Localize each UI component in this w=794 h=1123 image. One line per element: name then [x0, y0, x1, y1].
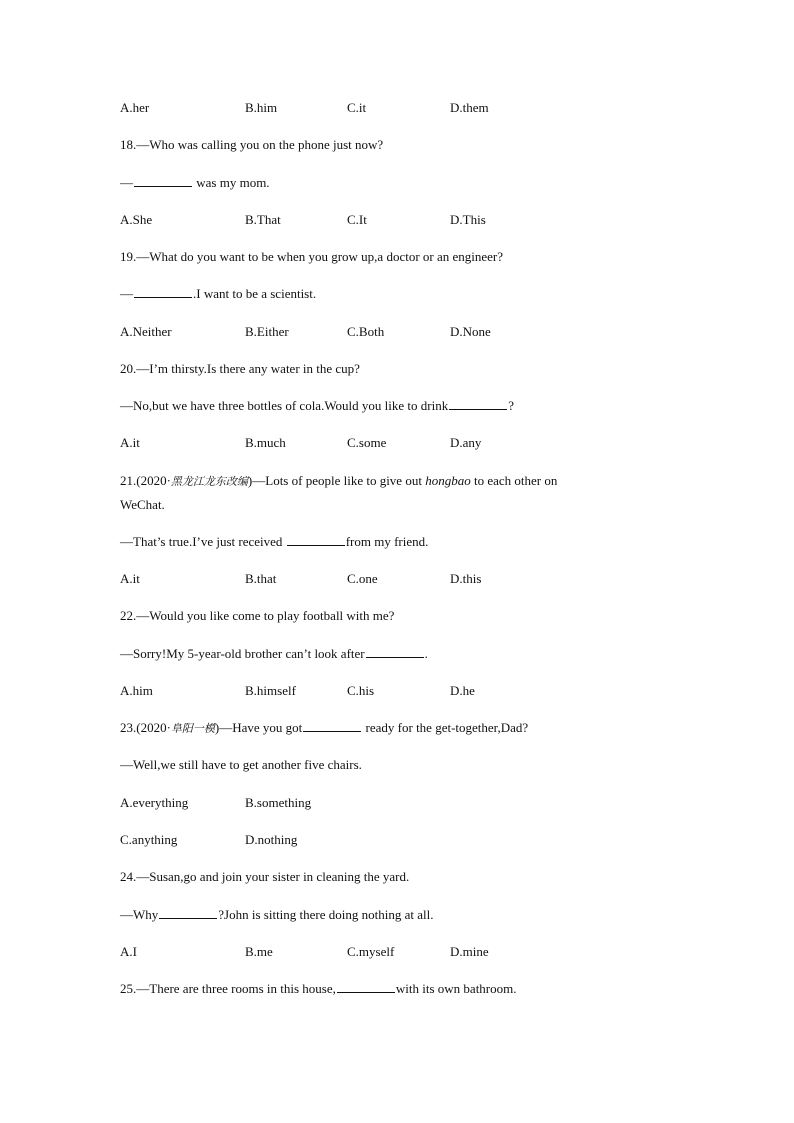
q23-stem — [120, 720, 528, 737]
q21-stem — [120, 473, 557, 490]
q22-option-c[interactable]: C.his — [347, 683, 375, 698]
q21-blank[interactable] — [287, 534, 345, 546]
q21-stem-line2: WeChat. — [120, 497, 165, 512]
q21-stem-mid: )—Lots of people like to give out — [247, 473, 426, 488]
q23-option-b[interactable]: B.something — [245, 795, 312, 810]
q22-stem: 22.—Would you like come to play football with me? — [120, 608, 395, 623]
q24-stem: 24.—Susan,go and join your sister in cleaning the yard. — [120, 869, 410, 884]
q24-option-d[interactable]: D.mine — [450, 944, 489, 959]
q18-option-c[interactable]: C.It — [347, 212, 367, 227]
q21-reply-post: from my friend. — [345, 534, 429, 549]
q24-reply — [120, 907, 433, 923]
q18-option-b[interactable]: B.That — [245, 212, 281, 227]
q19-option-d[interactable]: D.None — [450, 324, 491, 339]
q20-option-c[interactable]: C.some — [347, 435, 387, 450]
q19-reply — [120, 286, 316, 302]
q21-option-a[interactable]: A.it — [120, 571, 140, 586]
q20-reply — [120, 398, 514, 414]
q18-option-a[interactable]: A.She — [120, 212, 153, 227]
q25-stem-post: with its own bathroom. — [395, 981, 517, 996]
q20-option-d[interactable]: D.any — [450, 435, 482, 450]
q22-reply — [120, 646, 428, 662]
q19-reply-pre: — — [120, 286, 133, 301]
q20-option-a[interactable]: A.it — [120, 435, 140, 450]
q18-reply-post: was my mom. — [193, 175, 270, 190]
q25-blank[interactable] — [337, 981, 395, 993]
q24-reply-post: ?John is sitting there doing nothing at all. — [218, 907, 434, 922]
q21-option-b[interactable]: B.that — [245, 571, 277, 586]
q24-option-a[interactable]: A.I — [120, 944, 137, 959]
q24-blank[interactable] — [159, 907, 217, 919]
q20-option-b[interactable]: B.much — [245, 435, 286, 450]
q21-number: 21.(2020· — [120, 473, 171, 488]
q20-blank[interactable] — [449, 398, 507, 410]
q22-reply-pre: —Sorry!My 5-year-old brother can’t look after — [120, 646, 365, 661]
q25-stem — [120, 981, 517, 997]
q21-reply-pre: —That’s true.I’ve just received — [120, 534, 286, 549]
q23-reply: —Well,we still have to get another five chairs. — [120, 757, 362, 772]
q21-stem-end: to each other on — [470, 473, 558, 488]
q19-option-b[interactable]: B.Either — [245, 324, 289, 339]
q21-source: 黑龙江龙东改编 — [170, 475, 248, 488]
q23-blank[interactable] — [303, 720, 361, 732]
q24-option-c[interactable]: C.myself — [347, 944, 395, 959]
q25-stem-pre: 25.—There are three rooms in this house, — [120, 981, 336, 996]
q24-reply-pre: —Why — [120, 907, 159, 922]
q19-blank[interactable] — [134, 286, 192, 298]
q22-option-d[interactable]: D.he — [450, 683, 475, 698]
q18-reply — [120, 175, 270, 191]
q22-reply-post: . — [424, 646, 428, 661]
q22-option-a[interactable]: A.him — [120, 683, 153, 698]
q24-option-b[interactable]: B.me — [245, 944, 273, 959]
q21-option-d[interactable]: D.this — [450, 571, 482, 586]
q21-italic-word: hongbao — [425, 473, 471, 488]
q23-option-d[interactable]: D.nothing — [245, 832, 298, 847]
q23-number: 23.(2020· — [120, 720, 171, 735]
q19-reply-post: .I want to be a scientist. — [193, 286, 317, 301]
q18-stem: 18.—Who was calling you on the phone just now? — [120, 137, 384, 152]
q23-option-c[interactable]: C.anything — [120, 832, 178, 847]
q21-reply — [120, 534, 428, 550]
q19-option-a[interactable]: A.Neither — [120, 324, 172, 339]
q21-option-c[interactable]: C.one — [347, 571, 378, 586]
q23-stem-mid: )—Have you got — [214, 720, 303, 735]
q18-option-d[interactable]: D.This — [450, 212, 486, 227]
q22-option-b[interactable]: B.himself — [245, 683, 296, 698]
q18-blank[interactable] — [134, 175, 192, 187]
q20-reply-post: ? — [508, 398, 514, 413]
q20-stem: 20.—I’m thirsty.Is there any water in the cup? — [120, 361, 360, 376]
q19-option-c[interactable]: C.Both — [347, 324, 385, 339]
q22-blank[interactable] — [366, 646, 424, 658]
q23-option-a[interactable]: A.everything — [120, 795, 189, 810]
q17-option-a[interactable]: A.her — [120, 100, 150, 115]
q23-stem-end: ready for the get-together,Dad? — [362, 720, 529, 735]
q19-stem: 19.—What do you want to be when you grow up,a doctor or an engineer? — [120, 249, 504, 264]
q17-option-b[interactable]: B.him — [245, 100, 278, 115]
q23-source: 阜阳一模 — [170, 722, 215, 735]
q20-reply-pre: —No,but we have three bottles of cola.Would you like to drink — [120, 398, 449, 413]
q17-option-d[interactable]: D.them — [450, 100, 489, 115]
q18-reply-pre: — — [120, 175, 133, 190]
q17-option-c[interactable]: C.it — [347, 100, 367, 115]
